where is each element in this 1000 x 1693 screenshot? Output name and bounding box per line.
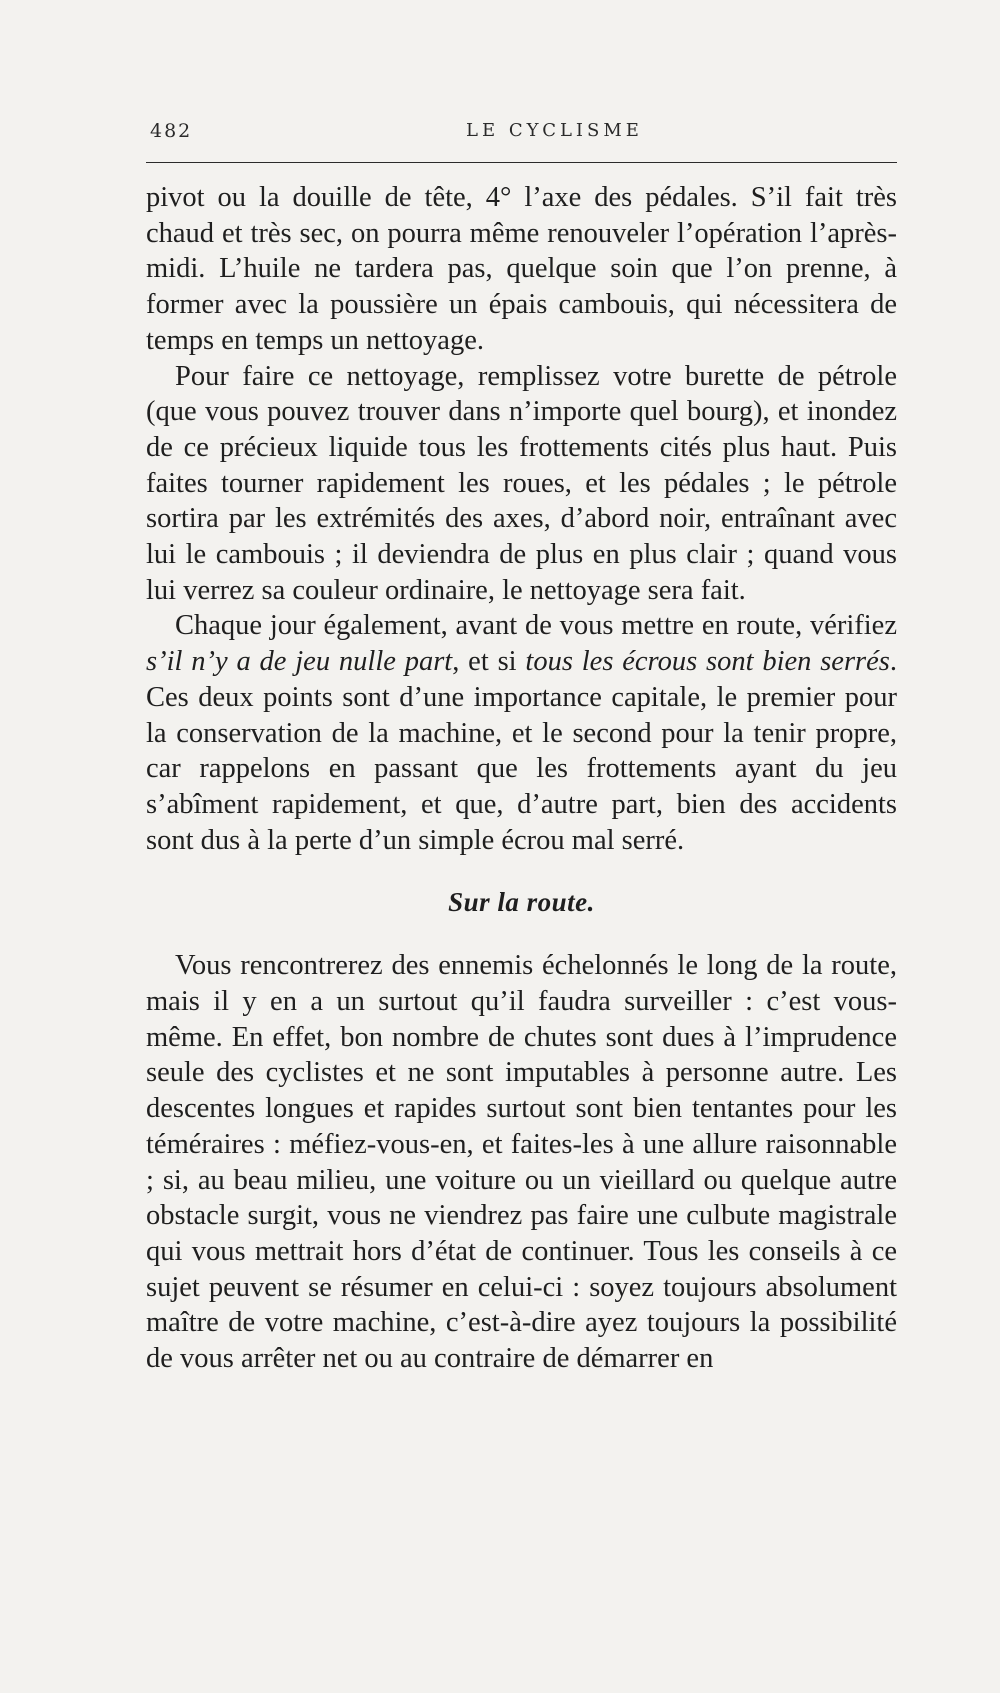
paragraph-4: Vous rencontrerez des ennemis échelonnés le long de la route, mais il y en a un surtout qu’il faudra surveiller : c’est vous-même. En effet, bon nombre de chutes sont dues à l’imprudence seule des cyclistes et ne sont imputables à personne autre. Les descentes longues et rapides surtout sont bien tentantes pour les téméraires : méfiez-vous-en, et faites-les à une allure raisonnable ; si, au beau milieu, une voiture ou un vieillard ou quelque autre obstacle surgit, vous ne viendrez pas faire une culbute magistrale qui vous mettrait hors d’état de continuer. Tous les conseils à ce sujet peuvent se résumer en celui-ci : soyez toujours absolument maître de votre machine, c’est-à-dire ayez toujours la possibilité de vous arrêter net ou au contraire de démarrer en [146, 950, 897, 1375]
paragraph-3 [146, 608, 897, 858]
paragraph-3-text-a: Chaque jour également, avant de vous mettre en route, vérifiez [175, 610, 897, 642]
paragraph-3-emphasis-b: tous les écrous sont bien serrés [525, 646, 890, 678]
paragraph-3-emphasis-a: s’il n’y a de jeu nulle part [146, 646, 453, 678]
paragraph-1: pivot ou la douille de tête, 4° l’axe des pédales. S’il fait très chaud et très sec, on pourra même renouveler l’opération l’après-midi. L’huile ne tardera pas, quelque soin que l’on prenne, à former avec la poussière un épais cambouis, qui nécessitera de temps en temps un nettoyage. [146, 182, 897, 356]
section-title: Sur la route. [448, 887, 595, 918]
paragraph-3-text-b: , et si [452, 646, 526, 678]
paragraph-2: Pour faire ce nettoyage, remplissez votre burette de pétrole (que vous pouvez trouver dans n’importe quel bourg), et inondez de ce précieux liquide tous les frottements cités plus haut. Puis faites tourner rapidement les roues, et les pédales ; le pétrole sortira par les extrémités des axes, d’abord noir, entraînant avec lui le cambouis ; il deviendra de plus en plus clair ; quand vous lui verrez sa couleur ordinaire, le nettoyage sera fait. [146, 360, 897, 606]
body-text [146, 180, 897, 1377]
running-title: LE CYCLISME [466, 120, 643, 141]
paragraph-3-text-c: . Ces deux points sont d’une importance capitale, le premier pour la conservation de la machine, et le second pour la tenir propre, car rappelons en passant que les frottements ayant du jeu s’abîment rapidement, et que, d’autre part, bien des accidents sont dus à la perte d’un simple écrou mal serré. [146, 646, 898, 856]
page-number: 482 [150, 120, 193, 142]
page-header [146, 118, 897, 148]
header-rule [146, 162, 897, 163]
